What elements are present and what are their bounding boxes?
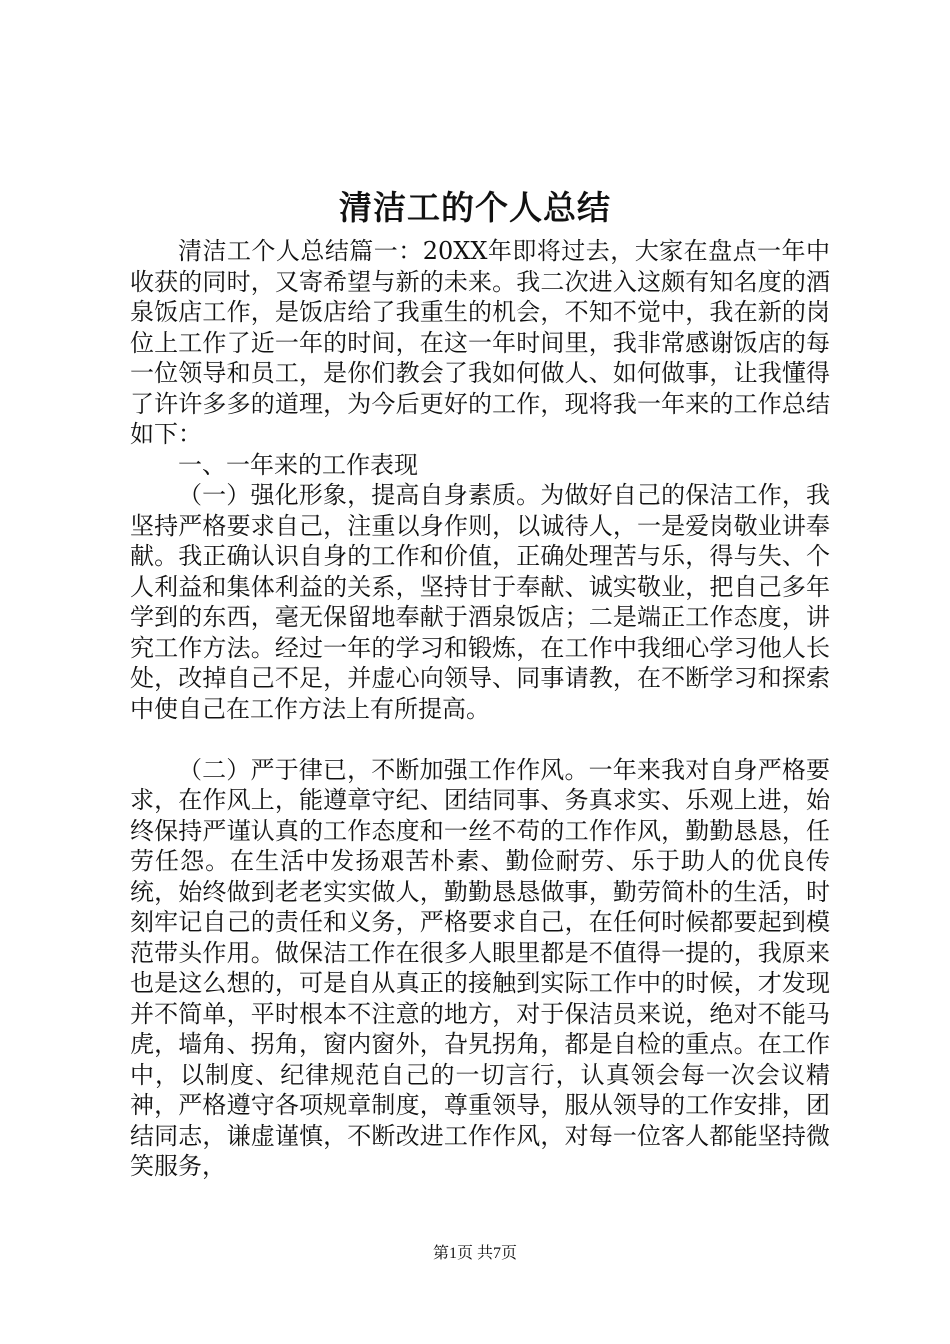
- section-one-paragraph: （一）强化形象，提高自身素质。为做好自己的保洁工作，我坚持严格要求自己，注重以身作则，以诚待人，一是爱岗敬业讲奉献。我正确认识自身的工作和价值，正确处理苦与乐，得与失、个人利益和集体利益的关系，坚持甘于奉献、诚实敬业，把自己多年学到的东西，毫无保留地奉献于酒泉饭店；二是端正工作态度，讲究工作方法。经过一年的学习和锻炼，在工作中我细心学习他人长处，改掉自己不足，并虚心向领导、同事请教，在不断学习和探索中使自己在工作方法上有所提高。: [130, 481, 830, 723]
- document-title: 清洁工的个人总结: [339, 188, 611, 227]
- page-number-footer: 第1页 共7页: [432, 1245, 517, 1262]
- intro-paragraph: 清洁工个人总结篇一：20XX年即将过去，大家在盘点一年中收获的同时，又寄希望与新的未来。我二次进入这颇有知名度的酒泉饭店工作，是饭店给了我重生的机会，不知不觉中，我在新的岗位上工作了近一年的时间，在这一年时间里，我非常感谢饭店的每一位领导和员工，是你们教会了我如何做人、如何做事，让我懂得了许许多多的道理，为今后更好的工作，现将我一年来的工作总结如下：: [130, 237, 830, 448]
- section-two-paragraph: （二）严于律已，不断加强工作作风。一年来我对自身严格要求，在作风上，能遵章守纪、团结同事、务真求实、乐观上进，始终保持严谨认真的工作态度和一丝不苟的工作作风，勤勤恳恳，任劳任怨。在生活中发扬艰苦朴素、勤俭耐劳、乐于助人的优良传统，始终做到老老实实做人，勤勤恳恳做事，勤劳简朴的生活，时刻牢记自己的责任和义务，严格要求自己，在任何时候都要起到模范带头作用。做保洁工作在很多人眼里都是不值得一提的，我原来也是这么想的，可是自从真正的接触到实际工作中的时候，才发现并不简单，平时根本不注意的地方，对于保洁员来说，绝对不能马虎，墙角、拐角，窗内窗外，旮旯拐角，都是自检的重点。在工作中，以制度、纪律规范自己的一切言行，认真领会每一次会议精神，严格遵守各项规章制度，尊重领导，服从领导的工作安排，团结同志，谦虚谨慎，不断改进工作作风，对每一位客人都能坚持微笑服务，: [130, 755, 830, 1180]
- document-body: [130, 236, 830, 1182]
- section-heading: 一、一年来的工作表现: [178, 450, 418, 479]
